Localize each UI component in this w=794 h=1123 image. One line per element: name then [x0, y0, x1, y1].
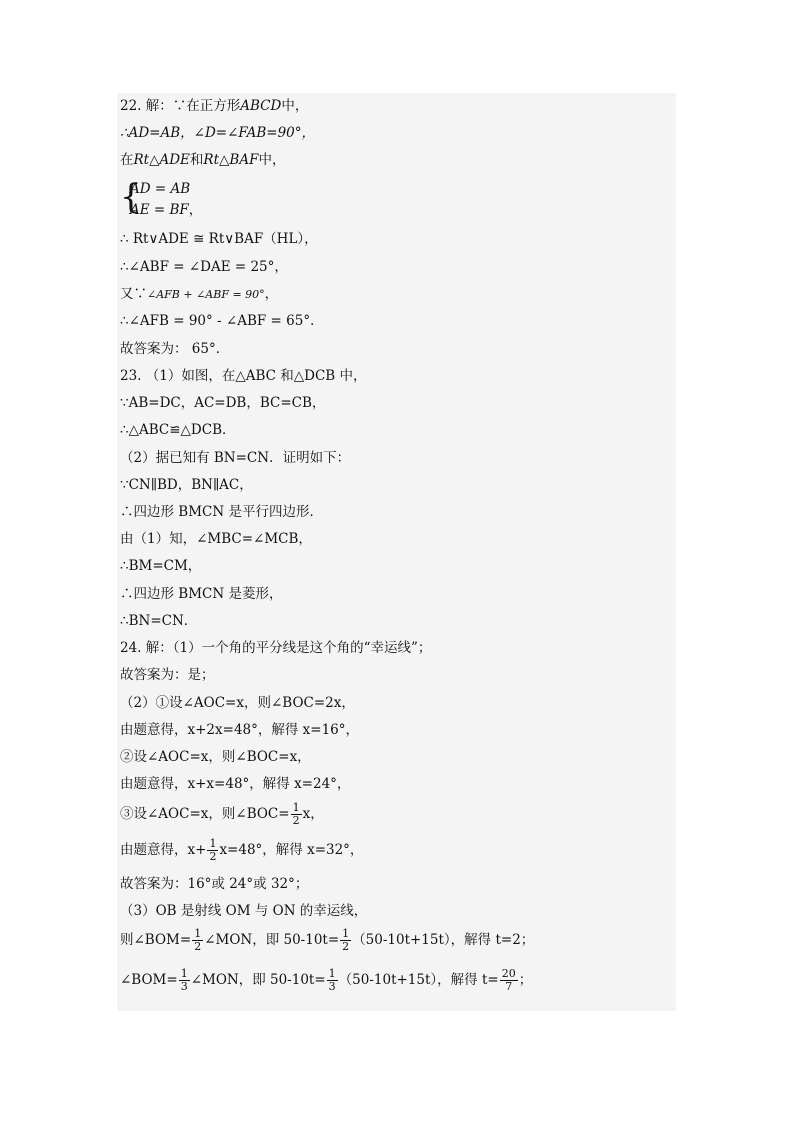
line-24-case2: ②设∠AOC=x，则∠BOC=x，	[120, 749, 311, 765]
line-24-case2-solve: 由题意得，x+x=48°，解得 x=24°，	[120, 776, 351, 792]
text: Rt	[203, 152, 220, 168]
text: 中，	[258, 152, 286, 168]
text: ∠BOM=	[120, 972, 178, 988]
text: AE = BF	[130, 202, 189, 218]
fraction-third	[179, 968, 190, 993]
line-23-title: 23. （1）如图，在△ABC 和△DCB 中，	[120, 368, 367, 384]
line-24-case3	[120, 802, 324, 827]
line-24-part3-eq2	[120, 968, 532, 993]
text: 则∠BOM=	[120, 932, 192, 948]
line-answer-65: 故答案为： 65°．	[120, 341, 230, 357]
fraction-half	[291, 802, 302, 827]
text: 又∵	[120, 286, 147, 302]
denominator: 7	[505, 980, 513, 993]
denominator: 2	[342, 940, 350, 953]
text: Rt	[133, 152, 150, 168]
line-abf-dae: ∴∠ABF = ∠DAE = 25°，	[120, 259, 288, 275]
numerator: 1	[209, 837, 217, 850]
line-23-sides: ∵AB=DC，AC=DB，BC=CB，	[120, 395, 326, 411]
denominator: 2	[292, 814, 300, 827]
fraction-half	[192, 928, 203, 953]
numerator: 1	[194, 927, 202, 940]
line-afb-65: ∴∠AFB = 90° - ∠ABF = 65°．	[120, 313, 324, 329]
numerator: 1	[342, 927, 350, 940]
denominator: 3	[180, 980, 188, 993]
line-23-parallel: ∵CN∥BD，BN∥AC，	[120, 477, 253, 493]
text: （50-10t+15t），解得 t=	[338, 972, 499, 988]
text: ∠MON，即 50-10t=	[204, 932, 340, 948]
text: ，	[264, 286, 279, 302]
line-24-answer1: 故答案为：是；	[120, 667, 215, 683]
fraction-half	[340, 928, 351, 953]
line-24-case1: （2）①设∠AOC=x，则∠BOC=2x，	[120, 695, 355, 711]
text: x=48°，解得 x=32°，	[219, 842, 364, 858]
line-23-angles: 由（1）知，∠MBC=∠MCB，	[120, 531, 312, 547]
line-23-bm-cm: ∴BM=CM，	[120, 558, 202, 574]
numerator: 20	[501, 967, 516, 980]
fraction-t-value	[500, 968, 518, 993]
line-congruence: ∴ Rt∨ADE ≅ Rt∨BAF（HL），	[120, 231, 318, 247]
line-rt-triangles	[120, 151, 285, 169]
denominator: 2	[194, 940, 202, 953]
text: ABCD	[240, 98, 282, 114]
line-ad-ab: ∴AD=AB，∠D=∠FAB=90°，	[120, 125, 316, 141]
line-24-case3-solve	[120, 838, 363, 863]
line-22-title	[120, 97, 308, 115]
fraction-half	[207, 838, 218, 863]
system-eq-2	[130, 201, 202, 219]
line-24-answer2: 故答案为：16°或 24°或 32°；	[120, 876, 309, 892]
text: △	[149, 152, 160, 168]
text: ；	[518, 972, 533, 988]
text: △	[219, 152, 230, 168]
line-afb-abf-90	[120, 285, 278, 304]
text: ③设∠AOC=x，则∠BOC=	[120, 806, 290, 822]
line-24-title: 24. 解：（1）一个角的平分线是这个角的“幸运线”；	[120, 640, 432, 656]
text: 在	[120, 152, 134, 168]
text: ∠AFB + ∠ABF = 90°	[147, 288, 265, 301]
text: x，	[302, 806, 324, 822]
line-23-parallelogram: ∴四边形 BMCN 是平行四边形．	[120, 504, 323, 520]
text: ∠MON，即 50-10t=	[190, 972, 326, 988]
line-24-part3: （3）OB 是射线 OM 与 ON 的幸运线，	[120, 903, 368, 919]
text: 中，	[281, 98, 309, 114]
text: ADE	[159, 152, 190, 168]
numerator: 1	[292, 801, 300, 814]
text: 由题意得，x+	[120, 842, 207, 858]
text: 和	[189, 152, 204, 168]
line-24-case1-solve: 由题意得，x+2x=48°，解得 x=16°，	[120, 722, 360, 738]
fraction-third	[327, 968, 338, 993]
line-23-bn-cn: ∴BN=CN．	[120, 613, 198, 629]
numerator: 1	[328, 967, 336, 980]
line-23-rhombus: ∴四边形 BMCN 是菱形，	[120, 586, 283, 602]
system-eq-1: AD = AB	[130, 181, 191, 197]
numerator: 1	[180, 967, 188, 980]
line-24-part3-eq1	[120, 928, 534, 953]
denominator: 3	[328, 980, 336, 993]
text: 22. 解：∵在正方形	[120, 98, 241, 114]
line-23-congruent: ∴△ABC≌△DCB．	[120, 422, 236, 438]
text: ，	[188, 202, 203, 218]
text: BAF	[229, 152, 259, 168]
text: （50-10t+15t），解得 t=2；	[352, 932, 535, 948]
denominator: 2	[209, 850, 217, 863]
line-23-part2: （2）据已知有 BN=CN．证明如下：	[120, 450, 351, 466]
system-brace: {	[120, 177, 142, 217]
